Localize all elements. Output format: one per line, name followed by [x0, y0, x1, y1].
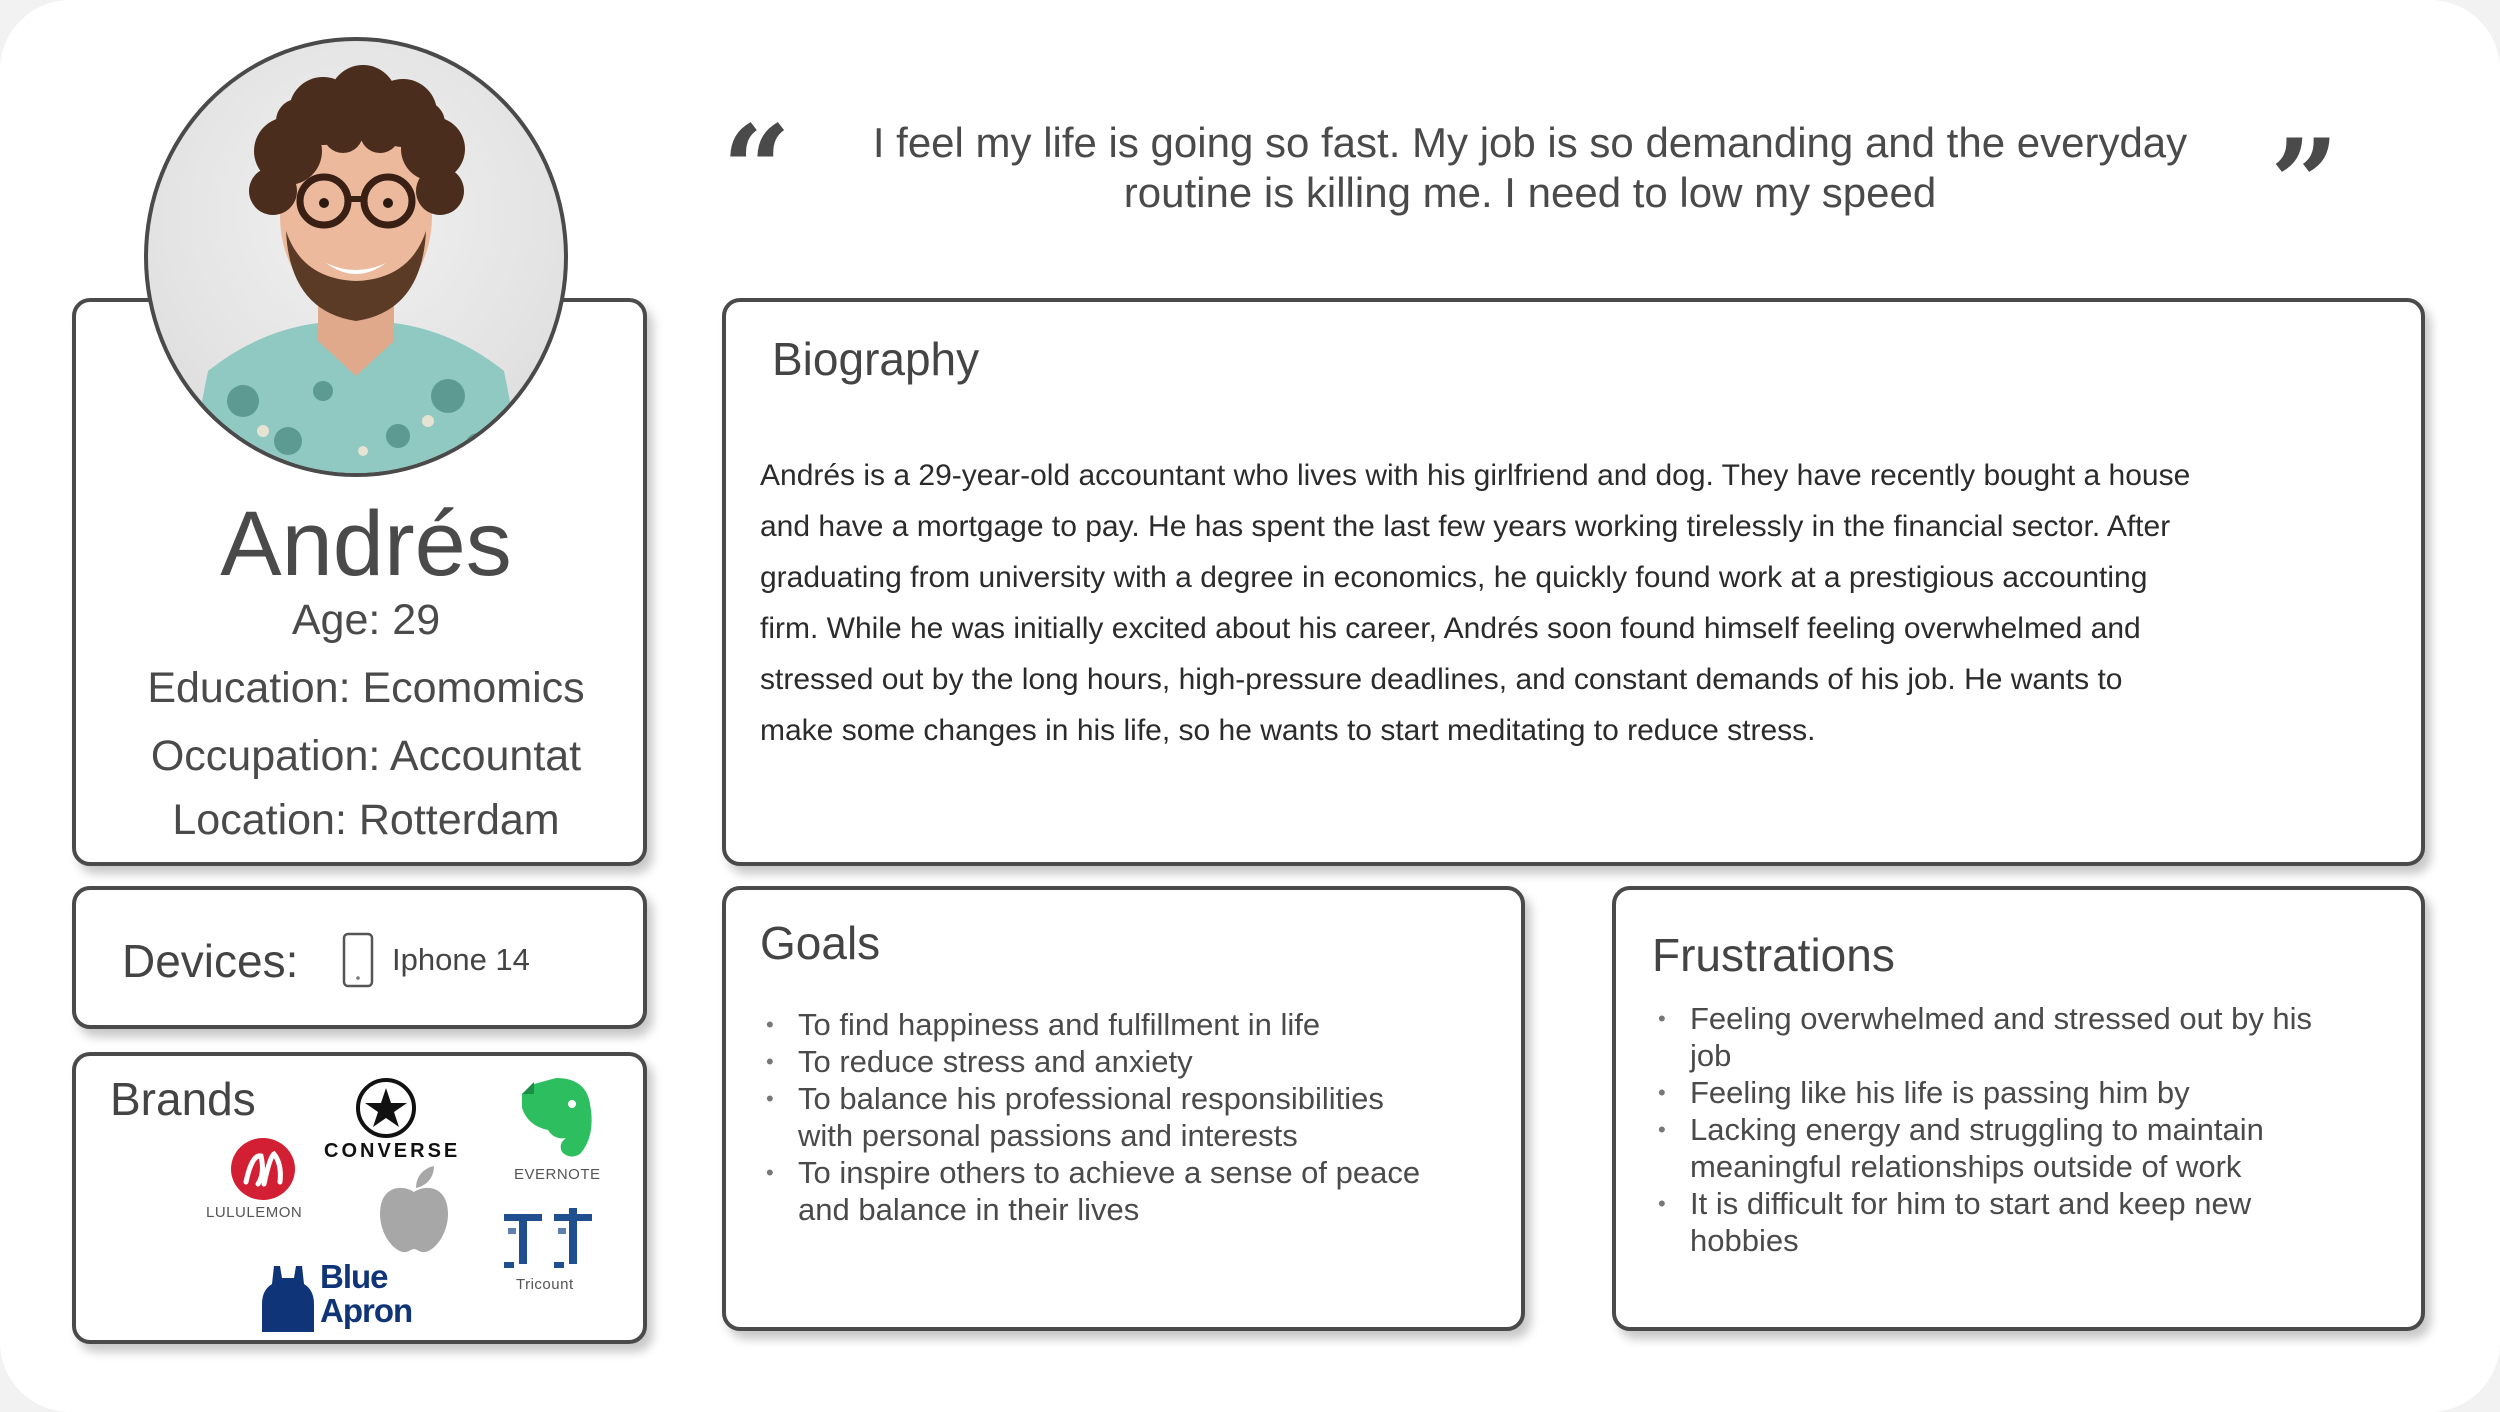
devices-card	[72, 886, 647, 1029]
list-item: • To balance his professional responsibilities with personal passions and interests	[754, 1080, 1494, 1154]
biography-line: Andrés is a 29-year-old accountant who lives with his girlfriend and dog. They have recently bought a house	[760, 459, 2191, 492]
tricount-caption: Tricount	[516, 1276, 574, 1293]
device-name: Iphone 14	[392, 942, 530, 977]
lululemon-caption: LULULEMON	[206, 1204, 303, 1221]
list-item: • To find happiness and fulfillment in life	[754, 1006, 1494, 1043]
converse-wordmark: CONVERSE	[324, 1140, 461, 1162]
persona-age: Age: 29	[291, 596, 441, 644]
biography-title: Biography	[772, 333, 980, 385]
blue-apron-word-1: Blue	[320, 1258, 388, 1295]
quote-line-1: I feel my life is going so fast. My job is so demanding and the everyday	[872, 119, 2188, 166]
brands-title: Brands	[110, 1073, 256, 1125]
evernote-caption: EVERNOTE	[514, 1166, 601, 1183]
frustrations-title: Frustrations	[1652, 929, 1895, 981]
blue-apron-logo-icon	[260, 1264, 316, 1334]
evernote-logo-icon	[514, 1074, 598, 1160]
avatar	[144, 37, 568, 477]
biography-card	[722, 298, 2425, 866]
list-item: • To reduce stress and anxiety	[754, 1043, 1494, 1080]
devices-label: Devices:	[122, 935, 299, 987]
converse-star-icon	[354, 1076, 418, 1140]
blue-apron-wordmark	[320, 1260, 412, 1328]
persona-location: Location: Rotterdam	[172, 796, 560, 844]
biography-line: and have a mortgage to pay. He has spent the last few years working tirelessly in the financial sector. After	[760, 510, 2171, 543]
brands-card	[72, 1052, 647, 1344]
close-quote-mark: ”	[2270, 113, 2340, 254]
persona-occupation: Occupation: Accountat	[150, 732, 582, 780]
goals-title: Goals	[760, 917, 881, 969]
frustrations-card	[1612, 886, 2425, 1331]
list-item: • Feeling like his life is passing him by	[1646, 1074, 2406, 1111]
apple-logo-icon	[372, 1164, 456, 1256]
list-item: • Feeling overwhelmed and stressed out by his job	[1646, 1000, 2406, 1074]
lululemon-logo-icon	[228, 1136, 298, 1202]
biography-line: make some changes in his life, so he wants to start meditating to reduce stress.	[760, 714, 1816, 747]
list-item: • It is difficult for him to start and keep new hobbies	[1646, 1185, 2406, 1259]
persona-education: Education: Ecomomics	[147, 664, 585, 712]
blue-apron-word-2: Apron	[320, 1292, 413, 1329]
persona-quote	[820, 118, 2240, 218]
biography-line: firm. While he was initially excited about his career, Andrés soon found himself feeling overwhelmed and	[760, 612, 2141, 645]
persona-name: Andrés	[220, 493, 512, 595]
biography-line: stressed out by the long hours, high-pressure deadlines, and constant demands of his job. He wants to	[760, 663, 2123, 696]
goals-card	[722, 886, 1525, 1331]
biography-text	[760, 450, 2190, 756]
quote-line-2: routine is killing me. I need to low my speed	[1123, 169, 1937, 216]
goals-list	[754, 1006, 1494, 1228]
list-item: • To inspire others to achieve a sense of peace and balance in their lives	[754, 1154, 1494, 1228]
open-quote-mark: “	[722, 99, 792, 240]
biography-line: graduating from university with a degree in economics, he quickly found work at a prestigious accounting	[760, 561, 2148, 594]
avatar-illustration	[148, 41, 564, 473]
tricount-logo-icon	[500, 1206, 596, 1270]
frustrations-list	[1646, 1000, 2406, 1259]
list-item: • Lacking energy and struggling to maintain meaningful relationships outside of work	[1646, 1111, 2406, 1185]
phone-icon	[342, 932, 374, 988]
